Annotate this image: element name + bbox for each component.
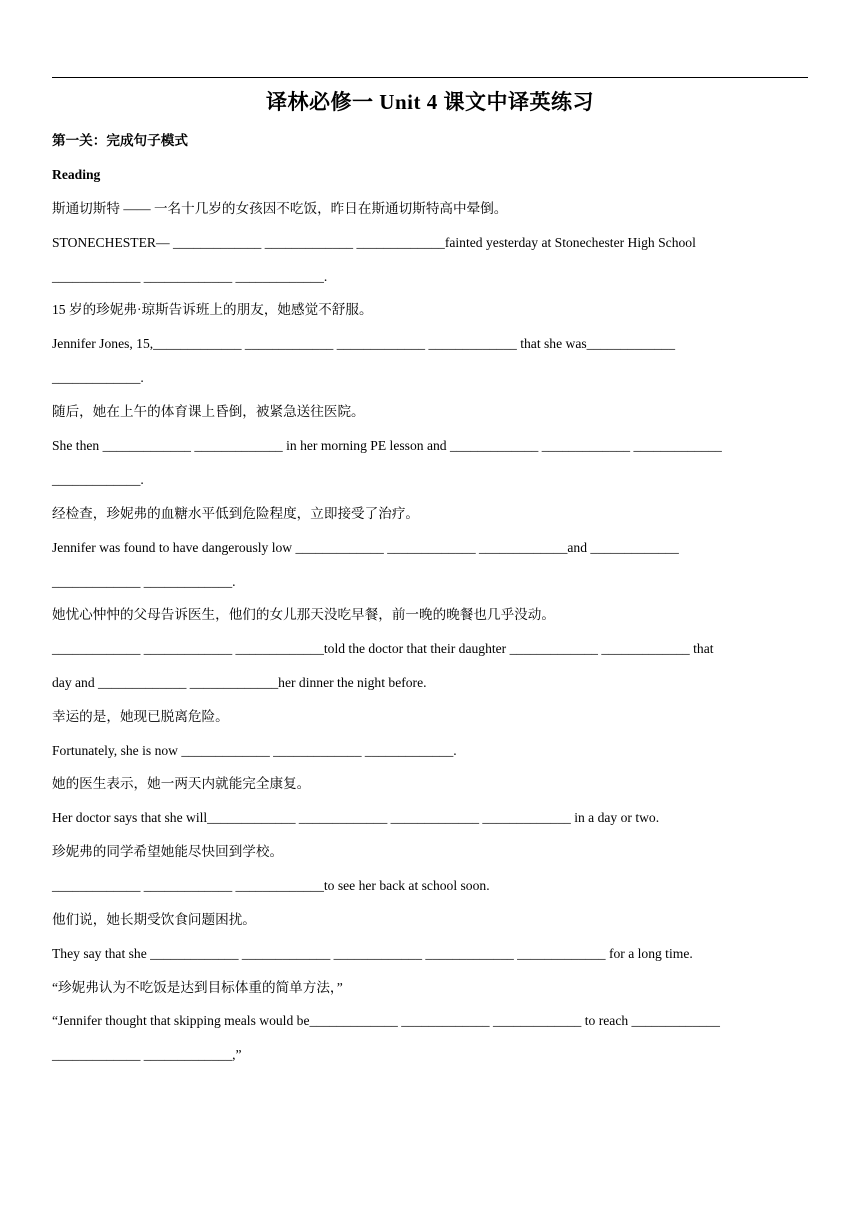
exercise-line: _____________ _____________ _____________to see her back at school soon. xyxy=(52,878,490,893)
exercise-line: They say that she _____________ _____________ _____________ _____________ _____________ for a long time. xyxy=(52,946,693,961)
exercise-line: _____________ _____________,” xyxy=(52,1047,242,1062)
exercise-line: 她的医生表示，她一两天内就能完全康复。 xyxy=(52,776,311,791)
exercise-line: day and _____________ _____________her dinner the night before. xyxy=(52,675,427,690)
exercise-line: 随后，她在上午的体育课上昏倒，被紧急送往医院。 xyxy=(52,404,365,419)
exercise-line: 珍妮弗的同学希望她能尽快回到学校。 xyxy=(52,844,284,859)
exercise-line: 15 岁的珍妮弗·琼斯告诉班上的朋友，她感觉不舒服。 xyxy=(52,302,373,317)
exercise-line: She then _____________ _____________ in her morning PE lesson and _____________ _____________ _____________ xyxy=(52,438,722,453)
exercise-line: “Jennifer thought that skipping meals would be_____________ _____________ _____________ to reach _____________ xyxy=(52,1013,720,1028)
exercise-line: _____________ _____________ _____________told the doctor that their daughter _____________ _____________ that xyxy=(52,641,714,656)
section-heading: 第一关：完成句子模式 xyxy=(52,133,188,148)
exercise-line: 他们说，她长期受饮食问题困扰。 xyxy=(52,912,256,927)
exercise-line: _____________ _____________. xyxy=(52,574,236,589)
exercise-line: _____________ _____________ _____________. xyxy=(52,269,328,284)
exercise-line: 经检查，珍妮弗的血糖水平低到危险程度，立即接受了治疗。 xyxy=(52,506,420,521)
exercise-line: Jennifer was found to have dangerously low _____________ _____________ _____________and _____________ xyxy=(52,540,679,555)
subsection-heading: Reading xyxy=(52,167,101,182)
exercise-line: Fortunately, she is now _____________ _____________ _____________. xyxy=(52,743,457,758)
page-title: 译林必修一 Unit 4 课文中译英练习 xyxy=(266,90,594,114)
header-rule xyxy=(52,77,808,78)
exercise-line: _____________. xyxy=(52,472,144,487)
exercise-line: Her doctor says that she will_____________ _____________ _____________ _____________ in a day or two. xyxy=(52,810,660,825)
exercise-line: 斯通切斯特 —— 一名十几岁的女孩因不吃饭，昨日在斯通切斯特高中晕倒。 xyxy=(52,201,508,216)
exercise-line: _____________. xyxy=(52,370,144,385)
exercise-line: 她忧心忡忡的父母告诉医生，他们的女儿那天没吃早餐，前一晚的晚餐也几乎没动。 xyxy=(52,607,555,622)
exercise-line: 幸运的是，她现已脱离危险。 xyxy=(52,709,229,724)
exercise-line: “珍妮弗认为不吃饭是达到目标体重的简单方法，” xyxy=(52,980,343,995)
exercise-line: Jennifer Jones, 15,_____________ _____________ _____________ _____________ that she was_____________ xyxy=(52,336,676,351)
exercise-line: STONECHESTER— _____________ _____________ _____________fainted yesterday at Stonechester High School xyxy=(52,235,696,250)
